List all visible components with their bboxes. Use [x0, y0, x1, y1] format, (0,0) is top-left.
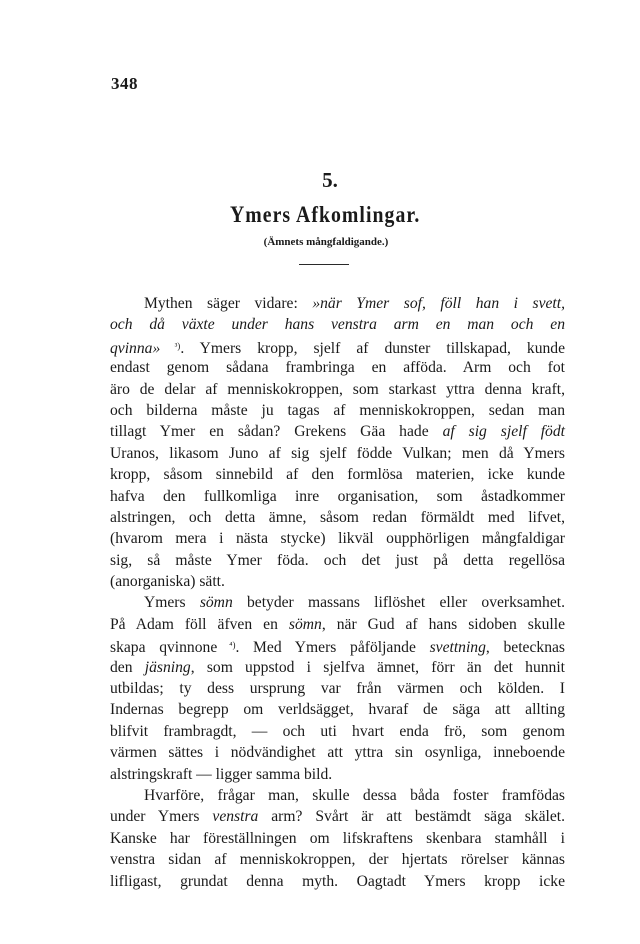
italic-text: »när Ymer sof, föll han i svett, — [312, 295, 565, 312]
text-segment: utbildas; ty dess ursprung var från värmen och kölden. I — [110, 680, 565, 698]
text-line — [110, 421, 565, 442]
text-line — [110, 464, 565, 485]
text-segment: alstringskraft — ligger samma bild. — [110, 765, 333, 783]
footnote-marker: ³) — [160, 340, 181, 351]
text-segment: endast genom sådana frambringa en afföda. Arm och fot — [110, 359, 565, 377]
chapter-subtitle: (Ämnets mångfaldigande.) — [263, 236, 389, 248]
text-line — [110, 314, 565, 335]
text-segment: tillagt Ymer en sådan? Grekens Gäa hade — [110, 423, 443, 441]
title-divider — [299, 264, 349, 265]
text-line — [110, 657, 565, 678]
text-line — [110, 486, 565, 507]
text-segment: Uranos, likasom Juno af sig sjelf födde Vulkan; men då Ymers — [110, 444, 565, 462]
text-line — [110, 507, 565, 528]
text-line — [110, 849, 565, 870]
italic-text: sömn — [288, 615, 322, 633]
text-line — [110, 592, 565, 613]
text-segment: arm? Svårt är att bestämdt säga skälet. — [258, 808, 566, 826]
text-line — [110, 550, 565, 571]
text-line — [110, 379, 565, 400]
text-segment: alstringen, och detta ämne, såsom redan förmäldt med lifvet, — [110, 508, 565, 526]
page-number: 348 — [111, 74, 138, 93]
italic-text: jäsning — [144, 658, 191, 676]
chapter-title: Ymers Afkomlingar. — [229, 202, 421, 227]
text-line — [110, 785, 565, 806]
text-segment: och bilderna måste ju tagas af menniskokroppen, sedan man — [110, 401, 565, 419]
text-segment: skapa qvinnone — [110, 639, 218, 657]
text-segment: , betecknas — [485, 639, 565, 657]
text-segment: blifvit frambragdt, — och uti hvart enda frö, som genom — [110, 722, 565, 740]
text-line — [110, 742, 565, 763]
text-segment: den — [110, 658, 145, 676]
text-segment: (anorganiska) sätt. — [110, 573, 225, 591]
text-segment: , när Gud af hans sidoben skulle — [321, 615, 565, 633]
text-line — [110, 336, 565, 357]
text-line — [110, 678, 565, 699]
text-segment: under Ymers — [110, 808, 213, 826]
italic-text: venstra — [212, 808, 259, 826]
text-line — [110, 400, 565, 421]
text-segment: Mythen säger vidare: — [144, 295, 313, 312]
italic-text: och då växte under hans venstra arm en man och en — [110, 316, 565, 334]
text-line — [110, 635, 565, 656]
text-line — [110, 871, 565, 892]
section-number: 5. — [322, 168, 338, 192]
text-segment: lifligast, grundat denna myth. Oagtadt Ymers kropp icke — [110, 872, 565, 890]
text-segment: . Ymers kropp, sjelf af dunster tillskapad, kunde — [180, 339, 566, 357]
italic-text: af sig sjelf födt — [442, 423, 565, 441]
text-line — [110, 357, 565, 378]
text-line — [110, 699, 565, 720]
text-line — [110, 764, 565, 785]
text-segment: Ymers — [144, 594, 200, 612]
text-line — [110, 293, 565, 314]
italic-text: svettning — [429, 639, 486, 657]
text-segment: värmen sättes i nödvändighet att yttra sin osynliga, inneboende — [110, 744, 565, 762]
text-segment: . Med Ymers påföljande — [235, 639, 430, 657]
footnote-marker: ⁴) — [217, 640, 236, 651]
text-line — [110, 443, 565, 464]
text-line — [110, 721, 565, 742]
text-segment: hafva den fullkomliga inre organisation, som åstadkommer — [110, 487, 565, 505]
text-line — [110, 806, 565, 827]
body-text — [110, 293, 565, 892]
text-segment: sig, så måste Ymer föda. och det just på detta regellösa — [110, 551, 565, 569]
text-segment: betyder massans liflöshet eller overksamhet. — [232, 594, 565, 612]
text-line — [110, 528, 565, 549]
text-segment: kropp, såsom sinnebild af den formlösa materien, icke kunde — [110, 466, 565, 484]
text-segment: venstra sidan af menniskokroppen, der hjertats rörelser kännas — [110, 851, 565, 869]
text-segment: Hvarföre, frågar man, skulle dessa båda foster framfödas — [144, 786, 565, 804]
text-segment: , som uppstod i sjelfva ämnet, förr än det hunnit — [190, 658, 565, 676]
italic-text: qvinna» — [110, 339, 161, 357]
text-segment: äro de delar af menniskokroppen, som starkast yttra denna kraft, — [110, 380, 565, 398]
text-segment: (hvarom mera i nästa stycke) likväl oupphörligen mångfaldigar — [110, 530, 565, 548]
text-segment: Kanske har föreställningen om lifskraftens skenbara stamhåll i — [110, 829, 565, 847]
text-line — [110, 828, 565, 849]
text-line — [110, 571, 565, 592]
text-segment: På Adam föll äfven en — [110, 615, 289, 633]
text-segment: Indernas begrepp om verldsägget, hvaraf de säga att allting — [110, 701, 565, 719]
italic-text: sömn — [199, 594, 233, 612]
text-line — [110, 614, 565, 635]
